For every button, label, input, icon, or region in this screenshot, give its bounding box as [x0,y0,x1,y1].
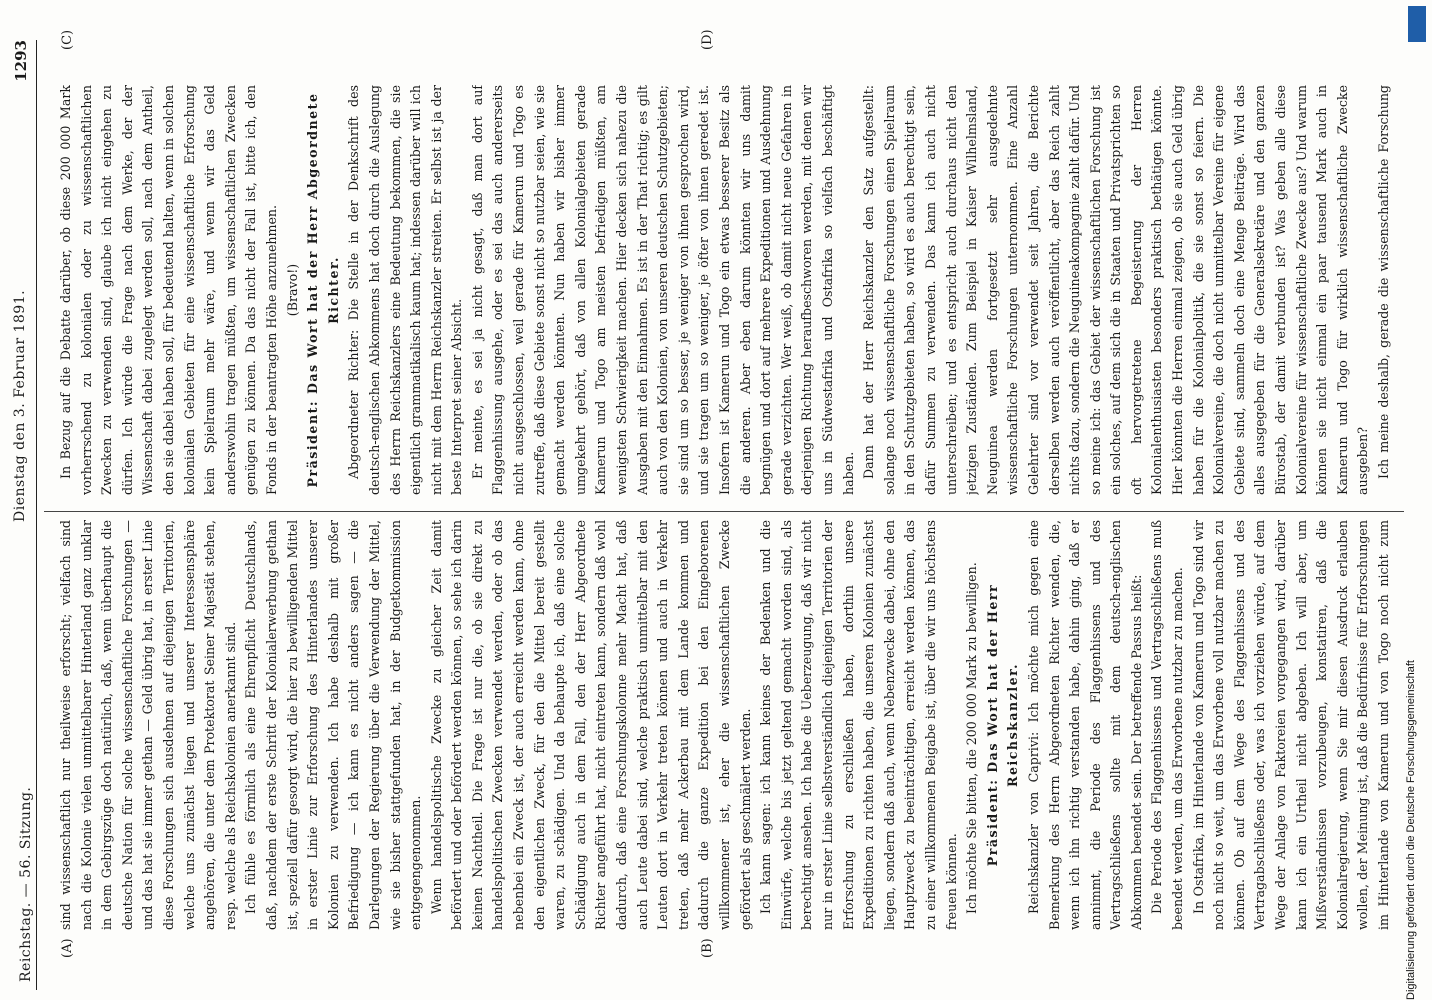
paragraph: In Bezug auf die Debatte darüber, ob diese 200 000 Mark vorherrschend zu kolonialen oder zu wissenschaftlichen Zwecken zu verwenden sind, glaube ich nicht eingehen zu dürfen. Ich würde die Frage nach dem Werke, der der Wissenschaft dabei zugelegt werden soll, nach dem Antheil, den sie dabei haben soll, für bedeutend halten, wenn in solchen kolonialen Gebieten für eine wissenschaftliche Erforschung kein Spielraum mehr wäre, und wenn wir das Geld anderswohin tragen müßten, um wissenschaftlichen Zwecken genügen zu können. Da das nicht der Fall ist, bitte ich, den Fonds in der beantragten Höhe anzunehmen. [58,85,279,495]
column-divider [44,511,1404,512]
paragraph: Er meinte, es sei ja nicht gesagt, daß man dort auf Flaggenhissung ausgehe, oder es sei das auch andererseits nicht ausgeschlossen, weil gerade für Kamerun und Togo es zutreffe, daß diese Gebiete sonst nicht so nutzbar seien, wie sie gemacht werden könnten. Nun haben wir bisher immer umgekehrt gehört, daß von allen Kolonialgebieten gerade Kamerun und Togo am meisten befriedigen müßten, am wenigsten Schwierigkeit machen. Hier decken sich nahezu die Ausgaben mit den Einnahmen. Es ist in der That richtig; es gilt auch von den Kolonien, von unseren deutschen Schutzgebieten; sie sind um so besser, je weniger von ihnen gesprochen wird, und sie tragen um so weniger, je öfter von ihnen geredet ist. Insofern ist Kamerun und Togo ein etwas besserer Besitz als die anderen. Aber eben darum könnten wir uns damit begnügen und dort auf mehrere Expeditionen und Ausdehnung gerade verzichten. Wer weiß, ob damit nicht neue Gefahren in derjenigen Richtung heraufbeschworen werden, mit denen wir uns in Südwestafrika und Ostafrika so vielfach beschäftigt haben. [469,85,856,495]
dfg-logo [1408,6,1426,42]
applause-note: (Bravo!) [284,263,300,317]
paragraph: Ich meine deshalb, gerade die wissenschaftliche Forschung [1376,85,1391,479]
header-date: Dienstag den 3. Februar 1891. [12,289,28,522]
page-number: 1293 [12,40,30,82]
paragraph: Ich kann sagen: ich kann keines der Bedenken und die Einwürfe, welche bis jetzt geltend gemacht worden sind, als berechtigt ansehen. Ich habe die Ueberzeugung, daß wir nicht nur in erster Linie selbstverständlich diejenigen Territorien der Erforschung zu erschließen haben, dorthin unsere Expeditionen zu richten haben, die unseren Kolonien zunächst liegen, sondern daß auch, wenn Nebenzwecke dabei, ohne den Hauptzweck zu beeinträchtigen, erreicht werden können, das zu einer willkommenen Beigabe ist, über die wir uns höchstens freuen können. [758,520,959,930]
paragraph: In Ostafrika, im Hinterlande von Kamerun und Togo sind wir noch nicht so weit, um das Erworbene voll nutzbar machen zu können. Ob auf dem Wege des Flaggenhissens und des Vertragabschließens oder, was ich vorziehen würde, auf dem Wege der Anlage von Faktoreien vorgegangen wird, darüber kann ich ein Urtheil nicht abgeben. Ich will aber, um Mißverständnissen vorzubeugen, konstatiren, daß die Kolonialregierung, wenn Sie mir diesen Ausdruck erlauben wollen, der Meinung ist, daß die Bedürfnisse für Erforschungen im Hinterlande von Kamerun und von Togo noch nicht zum [1190,520,1391,930]
paragraph: Reichskanzler von Caprivi: Ich möchte mich gegen eine Bemerkung des Herrn Abgeordneten Richter wenden, die, wenn ich ihn richtig verstanden habe, dahin ging, daß er annimmt, die Periode des Flaggenhissens und des Vertragschließens sollte mit dem deutsch-englischen Abkommen beendet sein. Der betreffende Passus heißt: [1025,520,1144,930]
left-column [56,520,1396,930]
paragraph: Dann hat der Herr Reichskanzler den Satz aufgestellt: solange noch wissenschaftliche Forschungen einen Spielraum in den Schutzgebieten haben, so wird es auch berechtigt sein, dafür Summen zu verwenden. Das kann ich auch nicht unterschreiben; und es entspricht auch durchaus nicht den jetzigen Zuständen. Zum Beispiel in Kaiser Wilhelmsland, Neuguinea werden fortgesetzt sehr ausgedehnte wissenschaftliche Forschungen unternommen. Eine Anzahl Gelehrter sind vor verwendet seit Jahren, die Berichte derselben werden auch veröffentlicht, aber das Reich zahlt nichts dazu, sondern die Neuguineakompagnie zahlt dafür. Und so meine ich: das Gebiet der wissenschaftlichen Forschung ist ein solches, auf dem sich die in Staaten und Privatsprichten so oft hervorgetretene Begeisterung der Herren Kolonialenthusiasten besonders praktisch bethätigen könnte. Hier könnten die Herren einmal zeigen, ob sie auch Geld übrig haben für die Kolonialpolitik, die sie sonst so feiern. Die Kolonialvereine, die doch nicht unmittelbar Vereine für eigene Gebiete sind, sammeln doch eine Menge Beiträge. Wird das alles ausgegeben für die Generalsekretäre und den ganzen Bürostab, der damit verbunden ist? Was geben alle diese Kolonialvereine für wissenschaftliche Zwecke aus? Und warum können sie nicht einmal ein paar tausend Mark auch in Kamerun und Togo für wirklich wissenschaftliche Zwecke ausgeben? [861,85,1371,495]
speaker-line: Präsident: Das Wort hat der Herr Abgeordnete Richter. [305,92,341,488]
header-rule [36,40,37,990]
paragraph: Ich fühle es förmlich als eine Ehrenpflicht Deutschlands, daß, nachdem der erste Schritt der Kolonialerwerbung gethan ist, speziell dafür gesorgt wird, die hier zu bewilligenden Mittel in erster Linie zur Erforschung des Hinterlandes unserer Kolonien zu verwenden. Ich habe deshalb mit großer Befriedigung — ich kann es nicht anders sagen — die Darlegungen der Regierung über die Verwendung der Mittel, wie sie bisher stattgefunden hat, in der Budgetkommission entgegengenommen. [243,520,424,930]
speaker-line: Präsident: Das Wort hat der Herr Reichskanzler. [984,583,1021,867]
margin-mark-d: (D) [700,29,715,50]
running-header [8,40,48,982]
quoted-passage: Die Periode des Flaggenhissens und Vertragschließens muß beendet werden, um das Erworbene nutzbar zu machen. [1149,520,1186,930]
right-column [56,85,1396,495]
paragraph: Abgeordneter Richter: Die Stelle in der Denkschrift des deutsch-englischen Abkommens hat doch durch die Auslegung des Herrn Reichskanzlers eine Bedeutung bekommen, die sie eigentlich grammatikalisch kaum hat; indessen darüber will ich nicht mit dem Herrn Reichskanzler streiten. Er selbst ist ja der beste Interpret seiner Absicht. [346,85,465,495]
margin-mark-c: (C) [60,29,75,50]
credit-text: Digitalisierung gefördert durch die Deutsche Forschungsgemeinschaft [1405,660,1417,1000]
header-session: Reichstag. — 56. Sitzung. [18,786,34,982]
paragraph: sind wissenschaftlich nur theilweise erforscht; vielfach sind nach die Kolonie vielen unmittelbarer Hinterland ganz unklar in dem Gebirgszüge doch natürlich, daß, wenn überhaupt die deutsche Nation für solche wissenschaftliche Forschungen — und das hat sie immer gethan — Geld übrig hat, in erster Linie diese Forschungen sich ausdehnen auf diejenigen Territorien, welche uns zunächst liegen und unserer Interessensphäre angehören, die unter dem Protektorat Seiner Majestät stehen, resp. welche als Reichskolonien anerkannt sind. [58,520,238,930]
margin-mark-b: (B) [700,938,715,958]
paragraph: Ich möchte Sie bitten, die 200 000 Mark zu bewilligen. [964,562,980,914]
digitization-credit [1402,0,1428,1000]
margin-mark-a: (A) [60,938,75,958]
paragraph: Wenn handelspolitische Zwecke zu gleicher Zeit damit befördert und oder befördert werden können, so sehe ich darin keinen Nachtheil. Die Frage ist nur die, ob sie direkt zu handelspolitischen Zwecken verwendet werden, oder ob das nebenbei ein Zweck ist, der auch erreicht werden kann, ohne den eigentlichen Zweck, für den die Mittel bereit gestellt waren, zu schädigen. Und da behaupte ich, daß eine solche Schädigung auch in dem Fall, den der Herr Abgeordnete Richter angeführt hat, nicht eintreten kann, sondern daß wohl dadurch, daß eine Forschungskolonne mehr Macht hat, daß auch Leute dabei sind, welche praktisch unmittelbar mit den Leuten dort in Verkehr treten können und auch in Verkehr treten, daß mehr Ackerbau mit dem Lande kommen und dadurch die ganze Expedition bei den Eingeborenen willkommener ist, eher die wissenschaftlichen Zwecke gefördert als geschmälert werden. [428,520,753,930]
